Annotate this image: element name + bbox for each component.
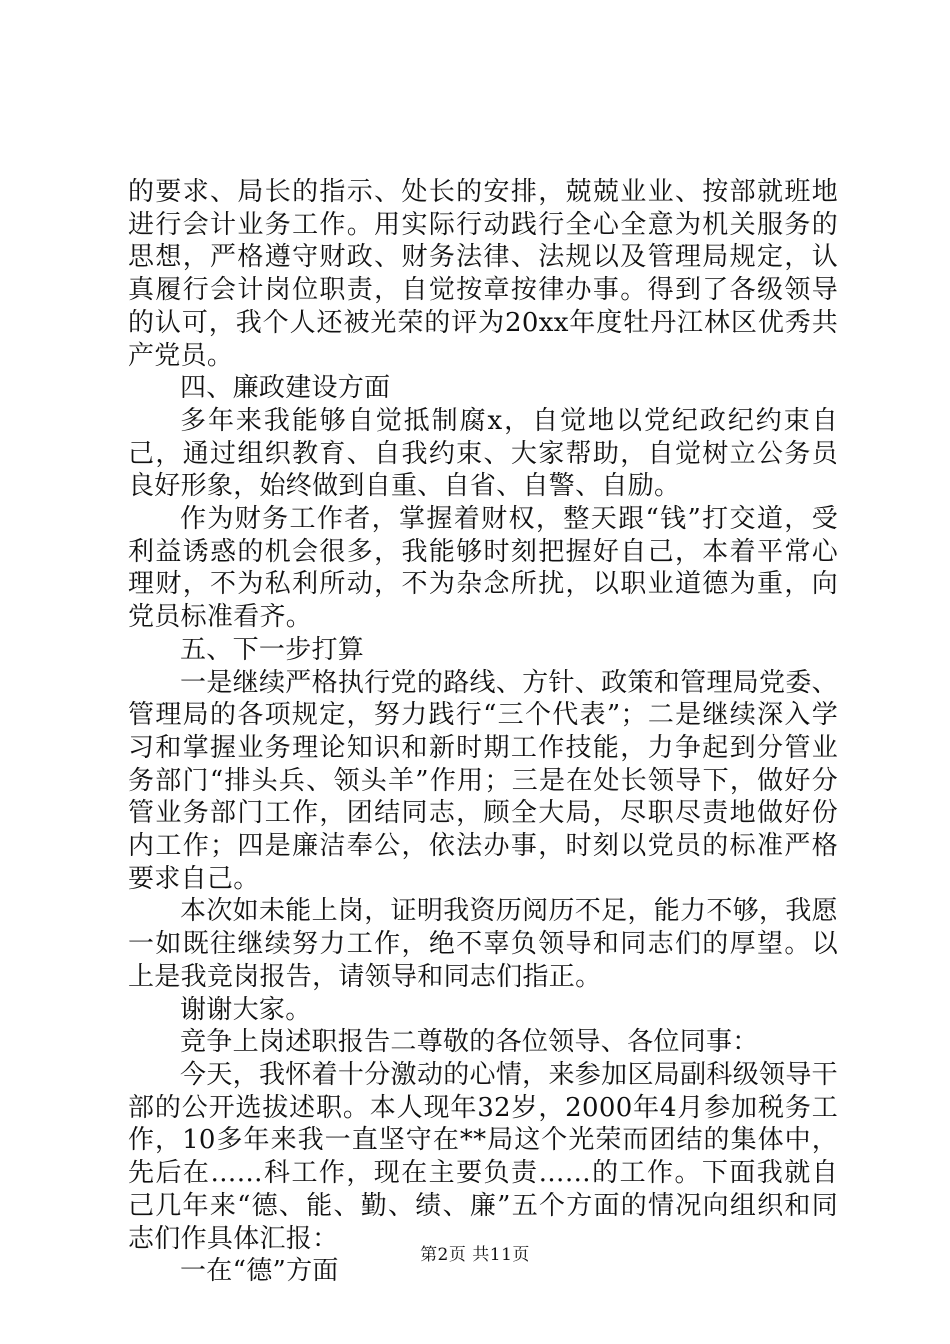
paragraph: 多年来我能够自觉抵制腐x，自觉地以党纪政纪约束自己，通过组织教育、自我约束、大家帮助，自觉树立公务员良好形象，始终做到自重、自省、自警、自励。 [128,405,838,502]
paragraph: 今天，我怀着十分激动的心情，来参加区局副科级领导干部的公开选拔述职。本人现年32岁，2000年4月参加税务工作，10多年来我一直坚守在**局这个光荣而团结的集体中，先后在……科工作，现在主要负责……的工作。下面我就自己几年来“德、能、勤、绩、廉”五个方面的情况向组织和同志们作具体汇报： [128,1059,838,1254]
section-heading: 一在“德”方面 [180,1256,339,1287]
paragraph: 谢谢大家。 [180,994,312,1025]
section-heading: 四、廉政建设方面 [180,373,391,404]
paragraph: 作为财务工作者，掌握着财权，整天跟“钱”打交道，受利益诱惑的机会很多，我能够时刻把握好自己，本着平常心理财，不为私利所动，不为杂念所扰，以职业道德为重，向党员标准看齐。 [128,504,838,633]
paragraph: 竞争上岗述职报告二尊敬的各位领导、各位同事： [180,1027,759,1058]
paragraph: 本次如未能上岗，证明我资历阅历不足，能力不够，我愿一如既往继续努力工作，绝不辜负领导和同志们的厚望。以上是我竞岗报告，请领导和同志们指正。 [128,896,838,992]
document-body [128,176,838,1288]
section-heading: 五、下一步打算 [180,634,365,665]
page-footer [0,1244,950,1266]
paragraph: 的要求、局长的指示、处长的安排，兢兢业业、按部就班地进行会计业务工作。用实际行动践行全心全意为机关服务的思想，严格遵守财政、财务法律、法规以及管理局规定，认真履行会计岗位职责，自觉按章按律办事。得到了各级领导的认可，我个人还被光荣的评为20xx年度牡丹江林区优秀共产党员。 [128,177,838,371]
paragraph: 一是继续严格执行党的路线、方针、政策和管理局党委、管理局的各项规定，努力践行“三个代表”；二是继续深入学习和掌握业务理论知识和新时期工作技能，力争起到分管业务部门“排头兵、领头羊”作用；三是在处长领导下，做好分管业务部门工作，团结同志，顾全大局，尽职尽责地做好份内工作；四是廉洁奉公，依法办事，时刻以党员的标准严格要求自己。 [128,667,838,894]
page-number: 第2页 共11页 [420,1245,530,1265]
